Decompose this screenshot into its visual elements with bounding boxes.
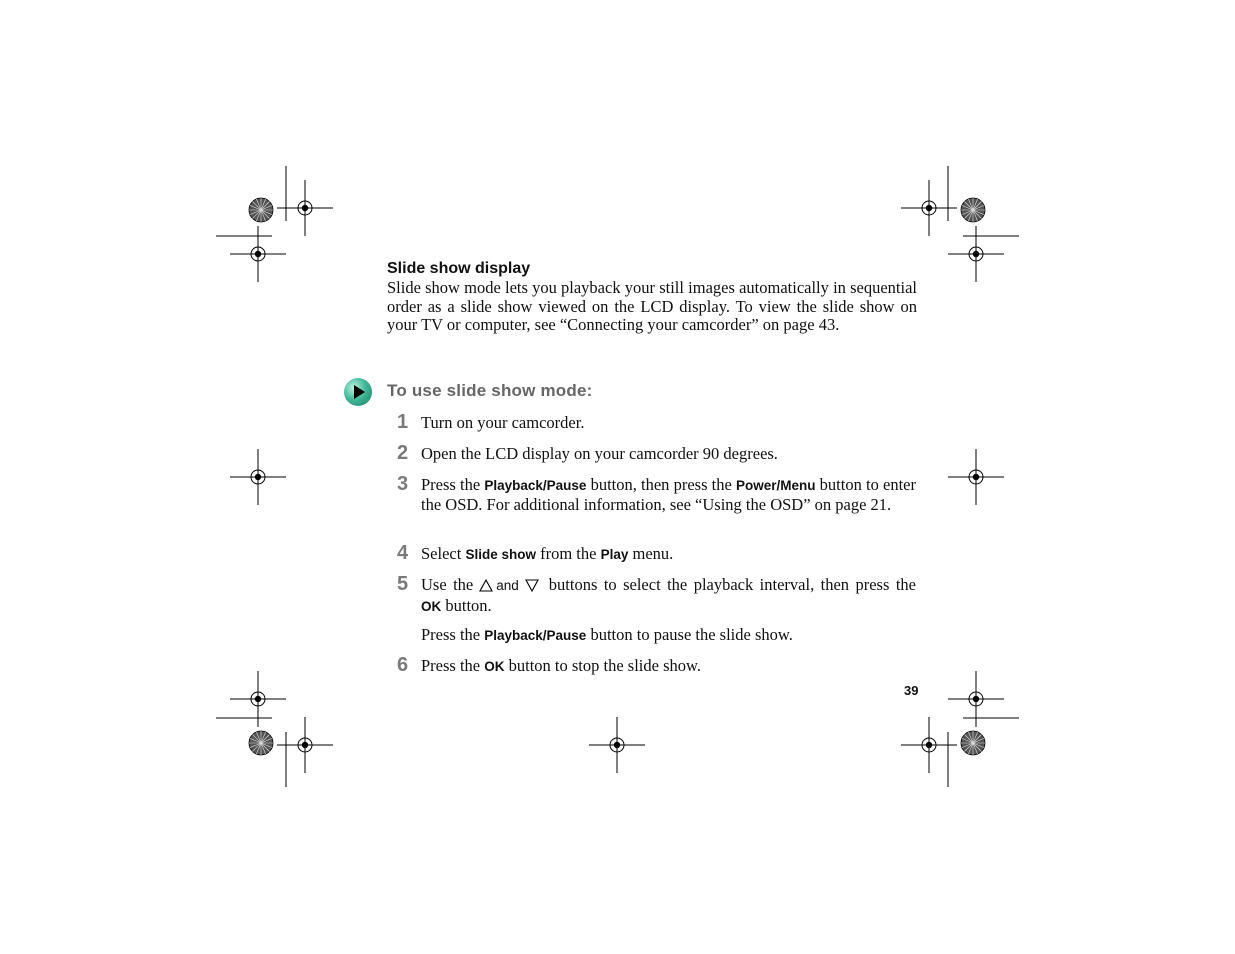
ui-label: Slide show: [465, 547, 536, 562]
ui-label: Play: [600, 547, 629, 562]
step-text: Press the Playback/Pause button, then press the Power/Menu button to enter the OSD. For additional information, see “Using the OSD” on page 21.: [421, 475, 916, 514]
crosshair-icon: [277, 180, 333, 236]
step-number: 3: [397, 473, 409, 495]
page-number: 39: [904, 683, 919, 698]
crosshair-icon: [948, 449, 1004, 505]
play-arrow-icon: [344, 378, 372, 406]
down-triangle-icon: [525, 578, 539, 597]
ui-label: OK: [484, 659, 505, 674]
step-number: 6: [397, 654, 409, 676]
step-text: Turn on your camcorder.: [421, 413, 585, 432]
starburst-icon: [961, 198, 985, 222]
step-text: Select Slide show from the Play menu.: [421, 544, 674, 563]
step-text: Use the and buttons to select the playback interval, then press the OK button.: [421, 575, 916, 615]
step-number: 5: [397, 573, 409, 595]
up-triangle-icon: [479, 578, 493, 597]
crosshair-icon: [948, 671, 1004, 727]
step-number: 1: [397, 411, 409, 433]
ui-label: Playback/Pause: [484, 628, 587, 643]
crosshair-icon: [230, 671, 286, 727]
step-number: 4: [397, 542, 409, 564]
procedure-title: To use slide show mode:: [387, 381, 593, 400]
ui-label: Playback/Pause: [484, 478, 587, 493]
starburst-icon: [249, 198, 273, 222]
crosshair-icon: [230, 226, 286, 282]
intro-paragraph: Slide show mode lets you playback your still images automatically in sequential order as a slide show viewed on the LCD display. To view the slide show on your TV or computer, see “Connecting your camcorder” on page 43.: [387, 278, 917, 335]
crosshair-icon: [589, 717, 645, 773]
crosshair-icon: [901, 717, 957, 773]
step-text: Open the LCD display on your camcorder 90 degrees.: [421, 444, 778, 463]
crosshair-icon: [901, 180, 957, 236]
ui-label: OK: [421, 598, 442, 614]
step-number: 2: [397, 442, 409, 464]
crosshair-icon: [948, 226, 1004, 282]
crosshair-icon: [230, 449, 286, 505]
starburst-icon: [961, 731, 985, 755]
ui-label: Power/Menu: [736, 478, 816, 493]
step-note: Press the Playback/Pause button to pause the slide show.: [421, 625, 793, 644]
starburst-icon: [249, 731, 273, 755]
step-text: Press the OK button to stop the slide show.: [421, 656, 701, 675]
section-heading: Slide show display: [387, 260, 531, 277]
crosshair-icon: [277, 717, 333, 773]
